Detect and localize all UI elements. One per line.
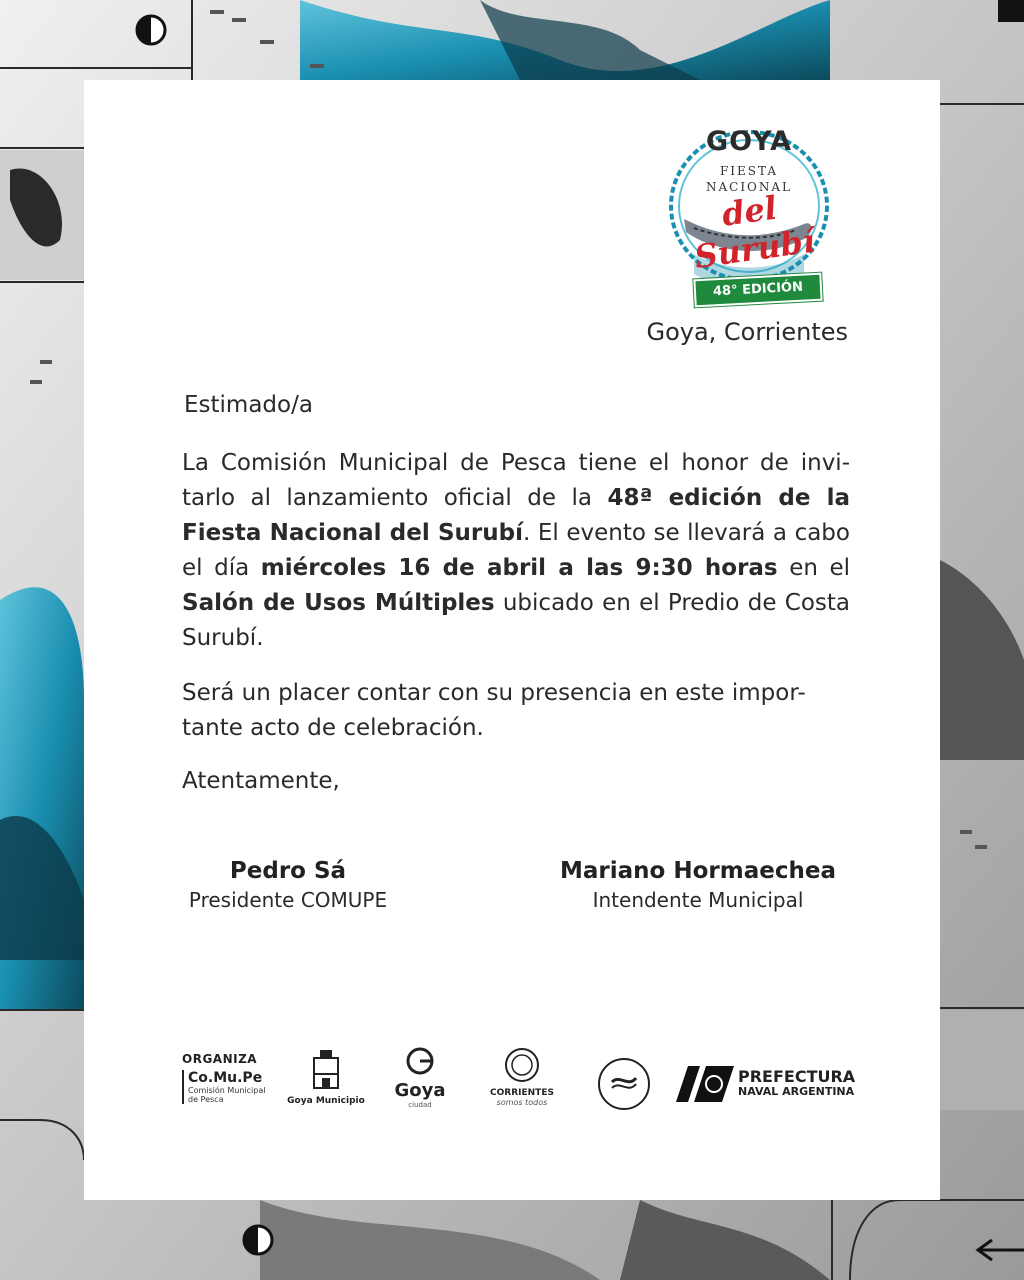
sponsor-logos	[180, 1042, 860, 1122]
prefectura-anchor-icon	[676, 1064, 736, 1104]
signature-name: Mariano Hormaechea	[560, 858, 836, 884]
corrientes-seal-icon	[480, 1046, 564, 1084]
p1-date: miércoles 16 de abril a las 9:30 horas	[260, 555, 778, 581]
paragraph-2: Será un placer contar con su presencia en este impor-tante acto de celebración.	[182, 680, 806, 741]
organiza-label: ORGANIZA	[182, 1052, 258, 1066]
goya-municipio-label: Goya Municipio	[287, 1096, 365, 1106]
goya-g-icon	[392, 1046, 448, 1076]
event-logo	[664, 124, 834, 304]
comupe-name: Co.Mu.Pe	[188, 1070, 263, 1086]
sponsor-recursos-naturales	[594, 1054, 654, 1118]
sponsor-goya-municipio	[286, 1046, 366, 1106]
prefectura-title: PREFECTURA	[738, 1067, 856, 1086]
p1-text-e: en el	[777, 555, 851, 581]
sponsor-goya-ciudad	[392, 1046, 448, 1109]
logo-fiesta: FIESTA	[719, 164, 779, 178]
sponsor-corrientes	[480, 1046, 564, 1107]
half-circle-icon	[137, 16, 165, 44]
logo-edition-banner: 48° EDICIÓN	[693, 273, 822, 308]
corrientes-slogan: somos todos	[496, 1098, 548, 1107]
goya-word: Goya	[394, 1080, 446, 1101]
logo-script: del Surubí	[692, 188, 818, 277]
p1-text-a: La Comisión Municipal de Pesca tiene el honor de invi-tarlo al lanzamiento oficial de la	[182, 450, 850, 511]
paragraph-1	[182, 446, 850, 656]
signature-name: Pedro Sá	[229, 858, 347, 884]
recursos-naturales-icon	[594, 1054, 654, 1114]
greeting: Estimado/a	[184, 392, 313, 418]
p1-edition: 48ª edición de la Fiesta Nacional del Surubí	[182, 485, 850, 546]
prefectura-text	[738, 1068, 855, 1098]
signature-2	[560, 856, 836, 914]
p1-venue: Salón de Usos Múltiples	[182, 590, 495, 616]
logo-nacional: NACIONAL	[705, 180, 793, 194]
invitation-card	[84, 80, 940, 1200]
goya-ciudad: ciudad	[408, 1101, 432, 1109]
sponsor-comupe	[182, 1052, 272, 1104]
location: Goya, Corrientes	[646, 318, 848, 346]
p1-text-c: . El evento se llevará a cabo el día	[182, 520, 850, 581]
closing: Atentamente,	[182, 768, 340, 794]
municipio-building-icon	[286, 1046, 366, 1092]
signature-role: Intendente Municipal	[592, 888, 804, 912]
comupe-box	[182, 1070, 272, 1104]
signature-role: Presidente COMUPE	[188, 888, 388, 912]
p1-text-g: ubicado en el Predio de Costa Surubí.	[182, 590, 850, 651]
prefectura-subtitle: NAVAL ARGENTINA	[738, 1085, 855, 1098]
comupe-subtitle: Comisión Municipal de Pesca	[188, 1086, 266, 1104]
logo-city: GOYA	[705, 126, 792, 157]
corrientes-label: CORRIENTES	[490, 1088, 554, 1098]
signature-1	[180, 856, 396, 914]
